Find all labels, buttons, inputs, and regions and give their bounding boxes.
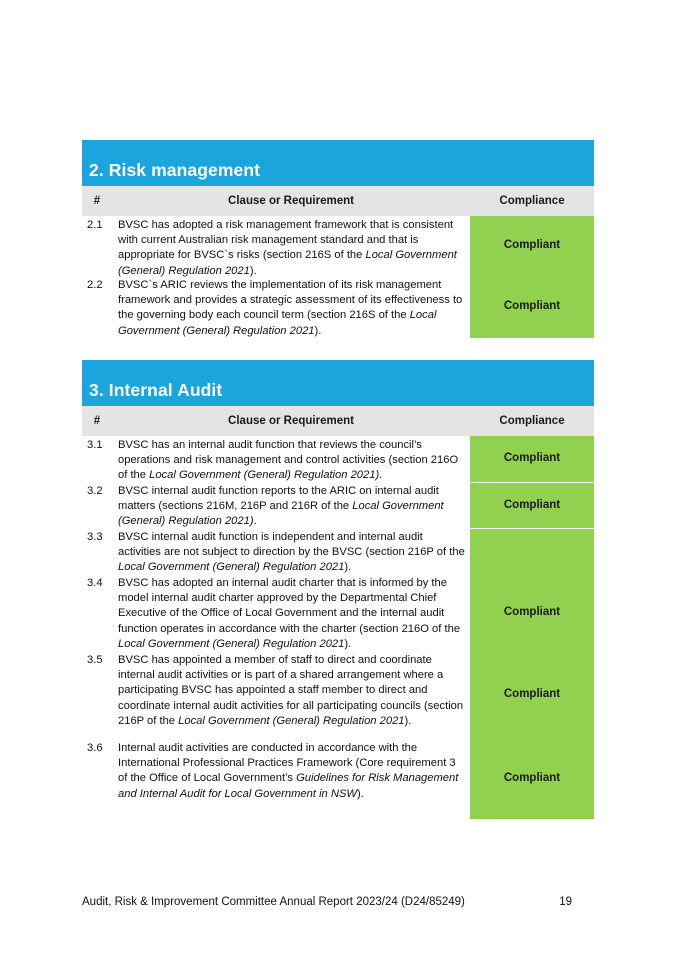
row-number: 3.1 bbox=[87, 439, 103, 451]
row-text: BVSC internal audit function reports to the ARIC on internal audit matters (sections 216M, 216P and 216R of the Local Government (General) Regulation 2021). bbox=[118, 485, 444, 528]
row-number: 3.3 bbox=[87, 531, 103, 543]
col-req-header: Clause or Requirement bbox=[228, 415, 354, 427]
compliance-cell bbox=[470, 528, 594, 574]
section-title: 3. Internal Audit bbox=[82, 360, 594, 406]
table-row bbox=[82, 528, 594, 574]
row-text: BVSC has adopted a risk management framework that is consistent with current Australian risk management standard and that is appropriate for BVSC`s risks (section 216S of the Local Government (General) Regulation 2021). bbox=[118, 219, 457, 277]
footer-text: Audit, Risk & Improvement Committee Annual Report 2023/24 (D24/85249) bbox=[82, 896, 465, 908]
page-footer bbox=[82, 896, 572, 908]
table-header bbox=[82, 406, 594, 436]
row-text: BVSC`s ARIC reviews the implementation of its risk management framework and provides a strategic assessment of its effectiveness to the governing body each council term (section 216S of the Local Government (General) Regulation 2021). bbox=[118, 279, 463, 337]
row-number: 2.1 bbox=[87, 219, 103, 231]
section-title: 2. Risk management bbox=[82, 140, 594, 186]
row-number: 3.6 bbox=[87, 742, 103, 754]
table-row bbox=[82, 276, 594, 338]
row-text: BVSC has an internal audit function that reviews the council’s operations and risk management and control activities (section 216O of the Local Government (General) Regulation 2021). bbox=[118, 439, 459, 482]
compliance-cell: Compliant bbox=[470, 651, 594, 739]
row-text: BVSC has appointed a member of staff to direct and coordinate internal audit activities or is part of a shared arrangement where a participating BVSC has appointed a staff member to direct and coordinate internal audit activities for all participating councils (section 216P of the Local Government (General) Regulation 2021). bbox=[118, 654, 464, 727]
internal-audit-section bbox=[82, 360, 594, 819]
table-row bbox=[82, 482, 594, 528]
col-comp-header: Compliance bbox=[499, 195, 565, 207]
table-row bbox=[82, 651, 594, 739]
col-num-header: # bbox=[93, 415, 101, 427]
col-num-header: # bbox=[93, 195, 101, 207]
row-text: BVSC has adopted an internal audit charter that is informed by the model internal audit charter approved by the Departmental Chief Executive of the Office of Local Government and the internal audit function operates in accordance with the charter (section 216O of the Local Government (General) Regulation 2021). bbox=[118, 577, 461, 650]
col-comp-header: Compliance bbox=[499, 415, 565, 427]
risk-management-section bbox=[82, 140, 594, 338]
row-number: 3.5 bbox=[87, 654, 103, 666]
table-row bbox=[82, 739, 594, 819]
compliance-cell: Compliant bbox=[470, 216, 594, 276]
row-number: 2.2 bbox=[87, 279, 103, 291]
table-row bbox=[82, 574, 594, 651]
page-number: 19 bbox=[559, 896, 572, 908]
row-text: BVSC internal audit function is independent and internal audit activities are not subject to direction by the BVSC (section 216P of the Local Government (General) Regulation 2021). bbox=[118, 531, 465, 574]
compliance-cell: Compliant bbox=[470, 436, 594, 482]
compliance-cell: Compliant bbox=[470, 739, 594, 819]
row-number: 3.4 bbox=[87, 577, 103, 589]
compliance-cell: Compliant bbox=[470, 276, 594, 338]
table-header bbox=[82, 186, 594, 216]
col-req-header: Clause or Requirement bbox=[228, 195, 354, 207]
table-row bbox=[82, 216, 594, 276]
table-row bbox=[82, 436, 594, 482]
row-number: 3.2 bbox=[87, 485, 103, 497]
compliance-cell: Compliant bbox=[470, 574, 594, 651]
compliance-cell: Compliant bbox=[470, 482, 594, 528]
row-text: Internal audit activities are conducted in accordance with the International Professional Practices Framework (Core requirement 3 of the Office of Local Government’s Guidelines for Risk Management and Internal Audit for Local Government in NSW). bbox=[118, 742, 459, 800]
